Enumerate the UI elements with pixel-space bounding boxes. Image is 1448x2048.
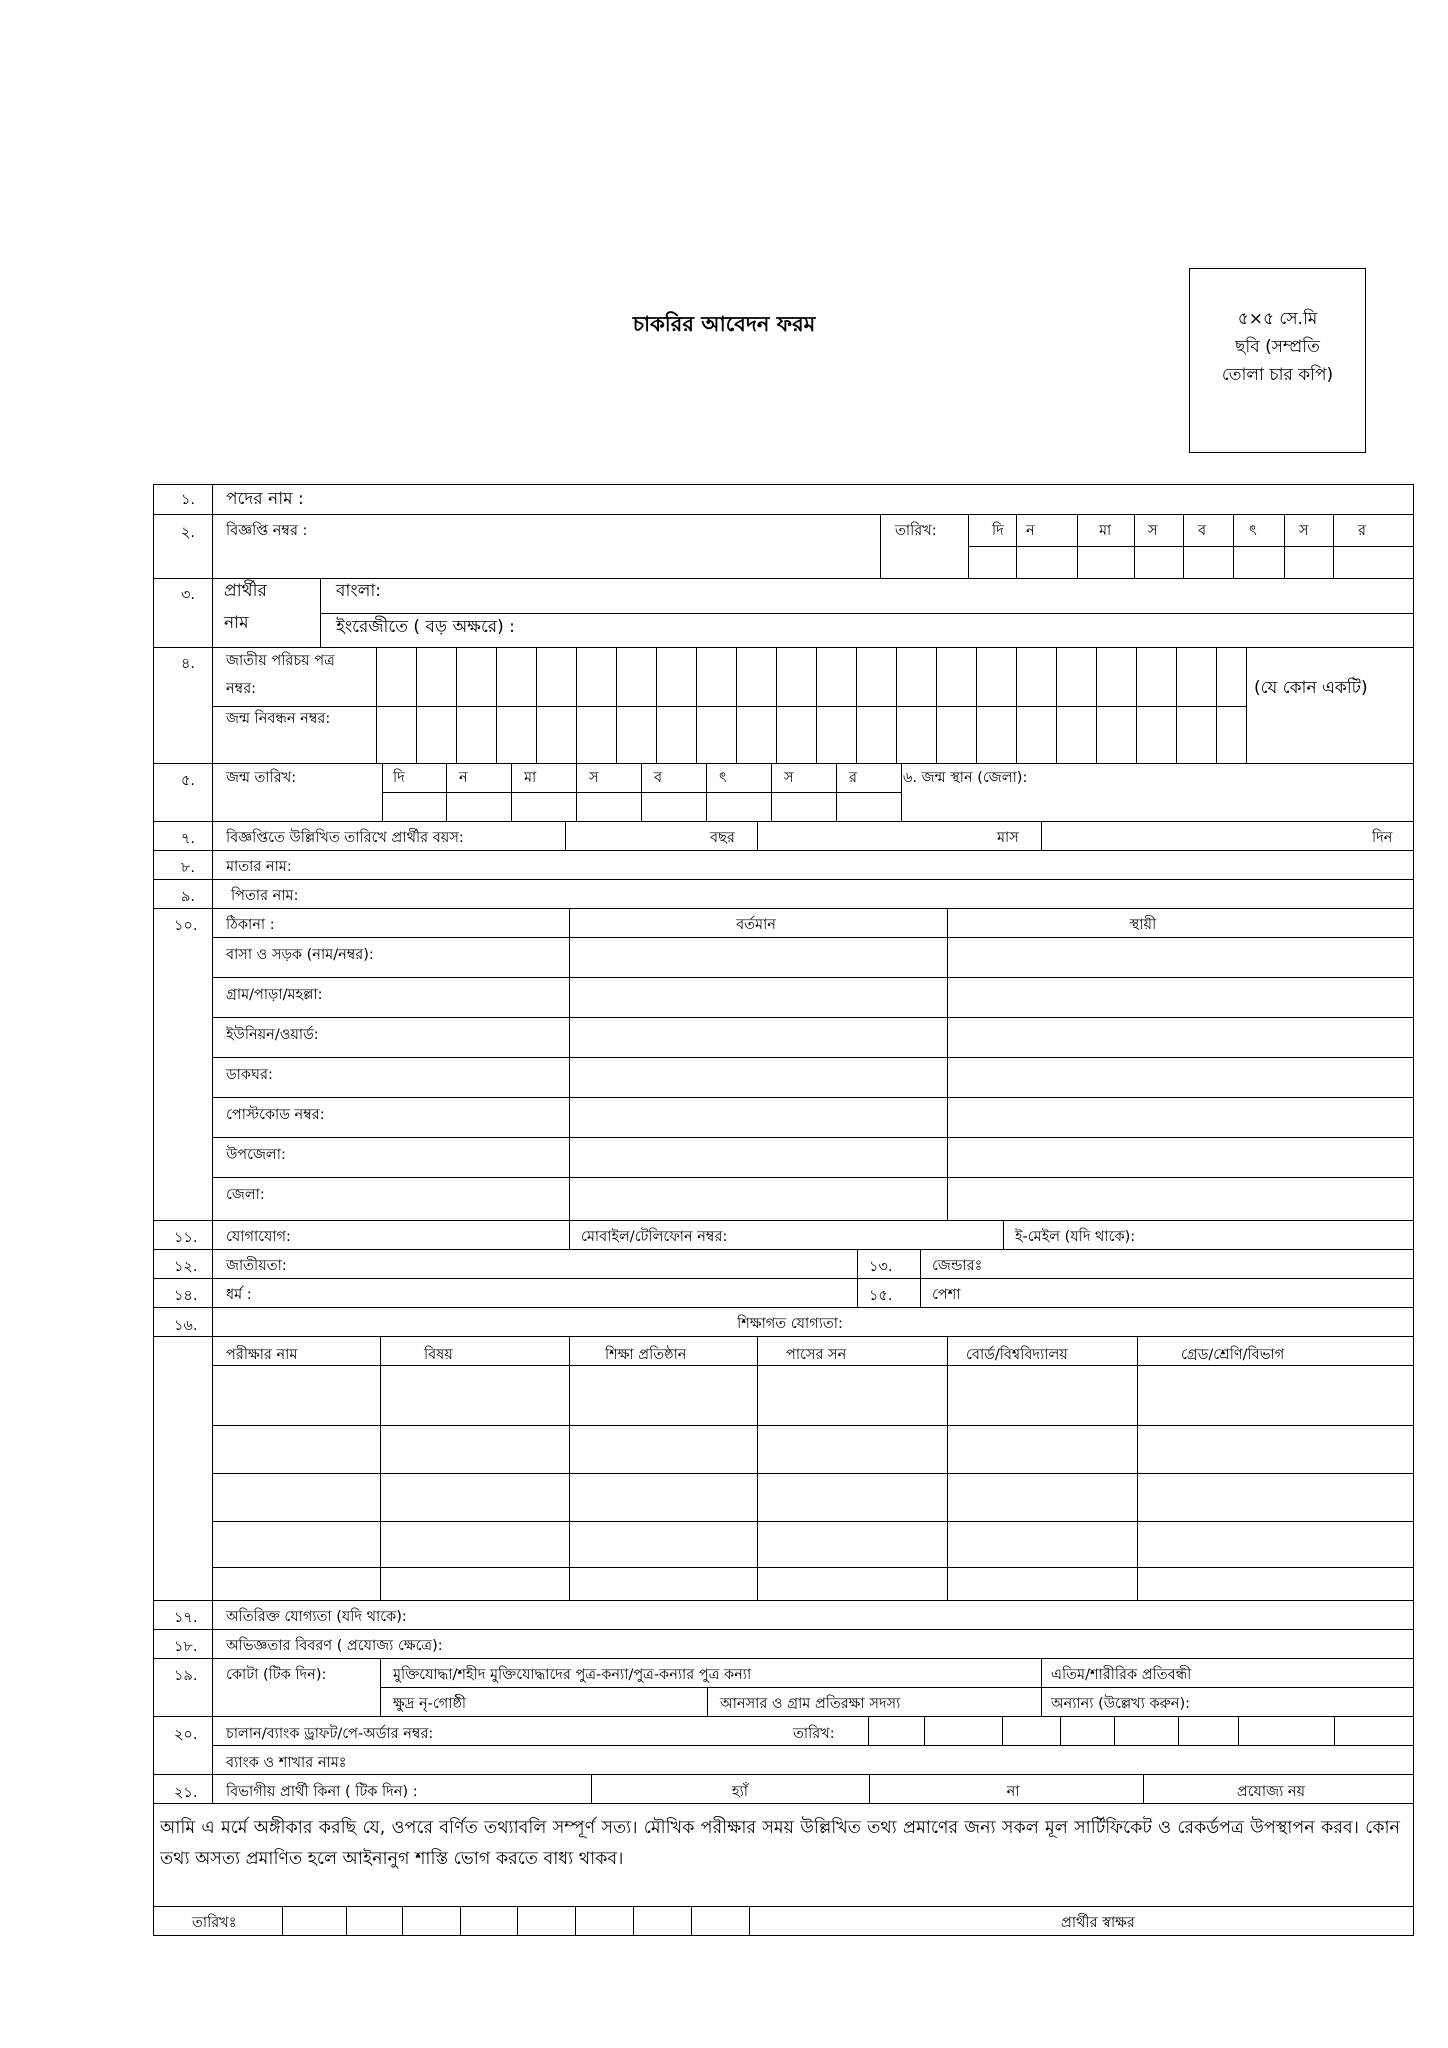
grid-line [153, 1249, 1413, 1250]
grid-line [924, 1716, 925, 1745]
row-number: ১৮. [174, 1639, 198, 1655]
grid-line [456, 647, 457, 763]
grid-line [1002, 1716, 1003, 1745]
grid-line [656, 647, 657, 763]
grid-line [1016, 514, 1017, 578]
grid-line [757, 1336, 758, 1600]
grid-line [569, 1220, 570, 1249]
date-char: দি [992, 523, 1004, 539]
quota-ansar[interactable]: আনসার ও গ্রাম প্রতিরক্ষা সদস্য [720, 1696, 901, 1712]
grid-line [869, 1774, 870, 1803]
grid-line [212, 1521, 1413, 1522]
nid-label: জাতীয় পরিচয় পত্র [226, 653, 335, 669]
profession-label: পেশা [932, 1287, 961, 1303]
grid-line [968, 514, 969, 578]
row-number: ৪. [181, 656, 196, 672]
date-char: দি [393, 770, 405, 786]
date-char: স [1299, 523, 1309, 539]
row-number: ১৬. [174, 1318, 198, 1334]
date-char: মা [1099, 523, 1112, 539]
grid-line [153, 647, 1413, 648]
grid-line [153, 1220, 1413, 1221]
grid-line [576, 647, 577, 763]
grid-line [1143, 1774, 1144, 1803]
grid-line [153, 1629, 1413, 1630]
option-yes[interactable]: হ্যাঁ [731, 1784, 749, 1800]
candidate-name-label: প্রার্থীর [224, 581, 267, 601]
grid-line [212, 1425, 1413, 1426]
grid-line [402, 1906, 403, 1936]
grid-line [212, 1057, 1413, 1058]
education-column-header: বোর্ড/বিশ্ববিদ্যালয় [966, 1347, 1068, 1363]
date-char: ন [459, 770, 468, 786]
education-title: শিক্ষাগত যোগ্যতা: [737, 1316, 843, 1332]
row-number: ৩. [181, 587, 196, 603]
grid-line [1246, 647, 1247, 763]
grid-line [212, 1365, 1413, 1366]
grid-line [346, 1906, 347, 1936]
photo-box-line: ৫×৫ সে.মি [1237, 309, 1318, 329]
grid-line [153, 850, 1413, 851]
education-column-header: বিষয় [424, 1347, 453, 1363]
grid-line [212, 1097, 1413, 1098]
row-number: ১৩. [869, 1259, 893, 1275]
grid-line [376, 647, 377, 763]
date-char: ৎ [719, 770, 727, 786]
grid-line [816, 647, 817, 763]
grid-line [153, 1307, 1413, 1308]
quota-ethnic[interactable]: ক্ষুদ্র নৃ-গোষ্ঠী [393, 1696, 467, 1712]
grid-line [212, 977, 1413, 978]
quota-other[interactable]: অন্যান্য (উল্লেখ্য করুন): [1051, 1696, 1190, 1712]
birth-date-label: জন্ম তারিখ: [226, 770, 297, 786]
post-name-label: পদের নাম : [226, 489, 304, 509]
grid-line [857, 1249, 858, 1307]
grid-line [936, 647, 937, 763]
photo-box-line: ছবি (সম্প্রতি [1235, 337, 1320, 357]
grid-line [1136, 647, 1137, 763]
grid-line [976, 647, 977, 763]
date-char: র [849, 770, 857, 786]
grid-line [153, 1716, 1413, 1717]
education-column-header: পাসের সন [786, 1347, 847, 1363]
date-char: মা [524, 770, 537, 786]
name-english-label: ইংরেজীতে ( বড় অক্ষরে) : [336, 617, 515, 637]
grid-line [1041, 821, 1042, 850]
grid-line [153, 1600, 1413, 1601]
name-bangla-label: বাংলা: [336, 581, 382, 601]
address-field-label: উপজেলা: [226, 1147, 286, 1163]
row-number: ২১. [174, 1785, 198, 1801]
experience-label: অভিজ্ঞতার বিবরণ ( প্রযোজ্য ক্ষেত্রে): [226, 1638, 443, 1654]
grid-line [569, 1336, 570, 1600]
grid-line [880, 514, 881, 578]
address-field-label: পোস্টকোড নম্বর: [226, 1107, 325, 1123]
present-address-header: বর্তমান [736, 917, 776, 933]
grid-line [153, 1336, 1413, 1337]
grid-line [153, 879, 1413, 880]
grid-line [1003, 1220, 1004, 1249]
grid-line [153, 578, 1413, 579]
challan-label: চালান/ব্যাংক ড্রাফট/পে-অর্ডার নম্বর: [226, 1726, 434, 1742]
grid-line [212, 937, 1413, 938]
row-number: ৮. [181, 860, 196, 876]
grid-line [1333, 514, 1334, 578]
grid-line [1096, 647, 1097, 763]
grid-line [1114, 1716, 1115, 1745]
page-title: চাকরির আবেদন ফরম [632, 312, 816, 336]
photo-box-line: তোলা চার কপি) [1221, 365, 1334, 385]
contact-label: যোগাযোগ: [226, 1229, 291, 1245]
grid-line [212, 1017, 1413, 1018]
row-number: ৯. [181, 889, 196, 905]
photo-box[interactable] [1189, 268, 1366, 453]
grid-line [856, 647, 857, 763]
row-number: ১৫. [869, 1288, 893, 1304]
bank-branch-label: ব্যাংক ও শাখার নামঃ [226, 1755, 347, 1771]
grid-line [517, 1906, 518, 1936]
grid-line [968, 546, 1413, 547]
grid-line [1060, 1716, 1061, 1745]
grid-line [569, 908, 570, 1220]
date-char: স [589, 770, 599, 786]
age-month-label: মাস [997, 830, 1019, 846]
challan-date-label: তারিখ: [793, 1726, 835, 1742]
education-column-header: গ্রেড/শ্রেণি/বিভাগ [1181, 1347, 1285, 1363]
grid-line [153, 1278, 1413, 1279]
grid-line [212, 1473, 1413, 1474]
address-field-label: গ্রাম/পাড়া/মহল্লা: [226, 987, 323, 1003]
grid-line [947, 1336, 948, 1600]
religion-label: ধর্ম : [226, 1287, 252, 1303]
grid-line [536, 647, 537, 763]
nationality-label: জাতীয়তা: [226, 1258, 287, 1274]
address-field-label: বাসা ও সড়ক (নাম/নম্বর): [226, 947, 374, 963]
grid-line [920, 1249, 921, 1307]
date-char: ৎ [1249, 523, 1257, 539]
grid-line [901, 763, 902, 821]
grid-line [633, 1906, 634, 1936]
row-number: ১২. [174, 1259, 198, 1275]
date-char: স [1148, 523, 1158, 539]
grid-line [416, 647, 417, 763]
declaration-text: আমি এ মর্মে অঙ্গীকার করছি যে, ওপরে বর্ণিত তথ্যাবলি সম্পূর্ণ সত্য। মৌখিক পরীক্ষার সময় উল্লিখিত তথ্য প্রমাণের জন্য সকল মূল সার্টিফিকেট ও রেকর্ডপত্র উপস্থাপন করব। কোন তথ্য অসত্য প্রমাণিত হলে আইনানুগ শাস্তি ভোগ করতে বাধ্য থাকব। [160, 1818, 1400, 1869]
date-char: ন [1026, 523, 1035, 539]
grid-line [1016, 647, 1017, 763]
grid-line [460, 1906, 461, 1936]
grid-line [749, 1906, 750, 1936]
grid-line [868, 1716, 869, 1745]
mother-name-label: মাতার নাম: [226, 859, 292, 875]
circular-number-label: বিজ্ঞপ্তি নম্বর : [226, 523, 308, 539]
grid-line [1137, 1336, 1138, 1600]
grid-line [153, 908, 1413, 909]
option-not-applicable[interactable]: প্রযোজ্য নয় [1236, 1784, 1306, 1800]
address-label: ঠিকানা : [226, 917, 275, 933]
candidate-name-label-2: নাম [224, 613, 249, 633]
age-year-label: বছর [710, 830, 735, 846]
age-label: বিজ্ঞপ্তিতে উল্লিখিত তারিখে প্রার্থীর বয়স: [226, 830, 464, 846]
gender-label: জেন্ডারঃ [932, 1258, 983, 1274]
grid-line [212, 1745, 1413, 1746]
grid-line [1233, 514, 1234, 578]
row-number: ২. [181, 525, 196, 541]
grid-line [575, 1906, 576, 1936]
quota-orphan-disabled[interactable]: এতিম/শারীরিক প্রতিবন্ধী [1051, 1667, 1192, 1683]
grid-line [1238, 1716, 1239, 1745]
grid-line [380, 1687, 1413, 1688]
grid-line [1334, 1716, 1335, 1745]
row-number: ১৪. [174, 1288, 198, 1304]
grid-line [707, 1687, 708, 1716]
grid-line [1216, 647, 1217, 763]
grid-line [212, 1567, 1413, 1568]
quota-freedom-fighter[interactable]: মুক্তিযোদ্ধা/শহীদ মুক্তিযোদ্ধাদের পুত্র-কন্যা/পুত্র-কন্যার পুত্র কন্যা [393, 1667, 752, 1683]
age-day-label: দিন [1372, 830, 1393, 846]
birth-registration-label: জন্ম নিবন্ধন নম্বর: [226, 711, 331, 727]
grid-line [153, 1658, 1413, 1659]
grid-line [947, 908, 948, 1220]
row-number: ২০. [174, 1727, 198, 1743]
grid-line [1176, 647, 1177, 763]
grid-line [1056, 647, 1057, 763]
grid-line [1178, 1716, 1179, 1745]
circular-date-label: তারিখ: [895, 523, 937, 539]
date-char: ব [1198, 523, 1207, 539]
address-field-label: ইউনিয়ন/ওয়ার্ড: [226, 1027, 319, 1043]
grid-line [757, 821, 758, 850]
education-column-header: পরীক্ষার নাম [226, 1347, 298, 1363]
row-number: ১৯. [174, 1668, 198, 1684]
grid-line [380, 1336, 381, 1600]
education-column-header: শিক্ষা প্রতিষ্ঠান [605, 1347, 687, 1363]
option-no[interactable]: না [1006, 1784, 1020, 1800]
date-char: ব [654, 770, 663, 786]
grid-line [153, 821, 1413, 822]
grid-line [696, 647, 697, 763]
grid-line [153, 763, 1413, 764]
mobile-label: মোবাইল/টেলিফোন নম্বর: [581, 1229, 728, 1245]
grid-line [382, 792, 901, 793]
grid-line [212, 706, 1246, 707]
permanent-address-header: স্থায়ী [1129, 917, 1157, 933]
grid-line [380, 1658, 381, 1716]
row-number: ১৭. [174, 1610, 198, 1626]
grid-line [320, 613, 1413, 614]
grid-line [565, 821, 566, 850]
grid-line [616, 647, 617, 763]
email-label: ই-মেইল (যদি থাকে): [1015, 1229, 1136, 1245]
quota-label: কোটা (টিক দিন): [226, 1667, 327, 1683]
grid-line [776, 647, 777, 763]
grid-line [1134, 514, 1135, 578]
row-number: ১০. [174, 918, 198, 934]
nid-label-2: নম্বর: [226, 681, 257, 697]
grid-line [153, 514, 1413, 515]
row-number: ৭. [181, 831, 196, 847]
date-char: র [1358, 523, 1366, 539]
grid-line [1183, 514, 1184, 578]
grid-line [212, 1137, 1413, 1138]
departmental-candidate-label: বিভাগীয় প্রার্থী কিনা ( টিক দিন) : [226, 1784, 418, 1800]
grid-line [591, 1774, 592, 1803]
additional-qualification-label: অতিরিক্ত যোগ্যতা (যদি থাকে): [226, 1609, 407, 1625]
address-field-label: ডাকঘর: [226, 1067, 273, 1083]
grid-line [153, 1774, 1413, 1775]
birth-place-label: ৬. জন্ম স্থান (জেলা): [903, 770, 1028, 786]
grid-line [1041, 1658, 1042, 1687]
grid-line [1041, 1687, 1042, 1716]
grid-line [153, 1906, 1413, 1907]
row-number: ৫. [181, 773, 196, 789]
address-field-label: জেলা: [226, 1187, 265, 1203]
grid-line [736, 647, 737, 763]
footer-date-label: তারিখঃ [192, 1915, 237, 1931]
application-form [153, 484, 1414, 1936]
grid-line [691, 1906, 692, 1936]
grid-line [1077, 514, 1078, 578]
either-one-note: (যে কোন একটি) [1254, 678, 1368, 698]
signature-label: প্রার্থীর স্বাক্ষর [1061, 1915, 1135, 1931]
grid-line [496, 647, 497, 763]
grid-line [153, 1803, 1413, 1804]
grid-line [896, 647, 897, 763]
grid-line [212, 1177, 1413, 1178]
grid-line [282, 1906, 283, 1936]
date-char: স [784, 770, 794, 786]
grid-line [1284, 514, 1285, 578]
row-number: ১১. [174, 1230, 198, 1246]
row-number: ১. [181, 492, 196, 508]
grid-line [212, 484, 213, 1803]
father-name-label: পিতার নাম: [231, 888, 299, 904]
